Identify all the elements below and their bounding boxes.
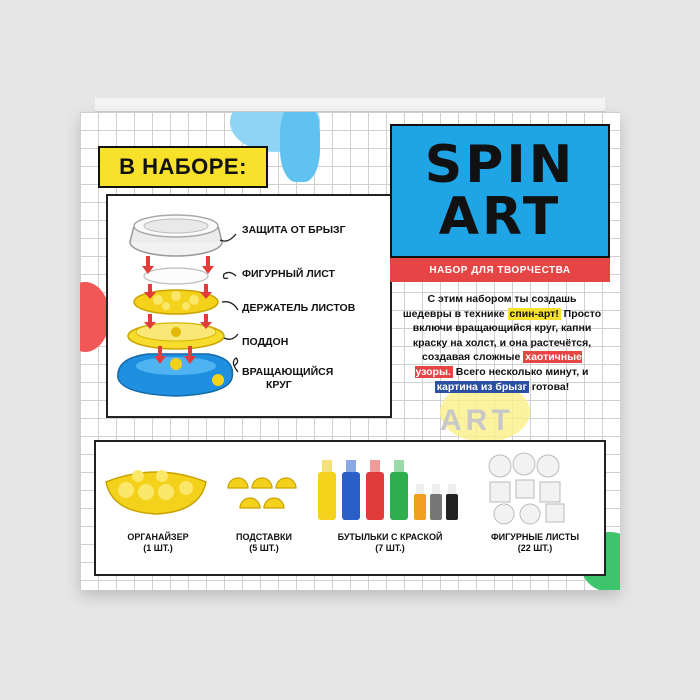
contents-diagram-card xyxy=(106,194,392,418)
part-label-splash-guard: ЗАЩИТА ОТ БРЫЗГ xyxy=(242,224,346,236)
paint-bottles-icon xyxy=(318,460,458,520)
desc-highlight-splash-picture: картина из брызг xyxy=(436,380,527,393)
brand-subtitle: НАБОР ДЛЯ ТВОРЧЕСТВА xyxy=(390,258,610,282)
faint-art-watermark: ART xyxy=(440,404,514,437)
contents-heading: В НАБОРЕ: xyxy=(98,146,268,188)
pointer-arrows xyxy=(220,234,238,372)
rotating-base-icon xyxy=(118,354,233,396)
desc-part1: С этим набором ты создашь шедевры в технике xyxy=(402,293,577,320)
items-card xyxy=(94,440,606,576)
part-label-tray: ПОДДОН xyxy=(242,336,289,348)
item-paint-bottles xyxy=(310,532,470,554)
box-top-edge xyxy=(95,98,605,112)
brand-title-line1: SPIN xyxy=(424,135,576,195)
item-shaped-sheets-qty: (22 ШТ.) xyxy=(517,543,553,553)
cyan-drip xyxy=(280,112,320,182)
item-shaped-sheets-name: ФИГУРНЫЕ ЛИСТЫ xyxy=(490,532,580,542)
shaped-sheet-icon xyxy=(144,268,208,284)
items-illustration xyxy=(96,442,604,530)
item-organizer-name: ОРГАНАЙЗЕР xyxy=(127,532,189,542)
part-label-shaped-sheet: ФИГУРНЫЙ ЛИСТ xyxy=(242,268,335,280)
item-stands-name: ПОДСТАВКИ xyxy=(236,532,292,542)
part-label-line1: ВРАЩАЮЩИЙСЯ xyxy=(242,366,334,378)
shaped-sheets-icon xyxy=(489,453,564,524)
part-label-line2: КРУГ xyxy=(266,379,292,391)
desc-part4: готова! xyxy=(528,380,570,393)
tray-icon xyxy=(128,323,224,349)
item-paint-bottles-qty: (7 ШТ.) xyxy=(375,543,405,553)
brand-title-line2: ART xyxy=(438,187,562,247)
part-label-rotating-circle xyxy=(242,366,333,392)
item-organizer-qty: (1 ШТ.) xyxy=(143,543,173,553)
product-description xyxy=(402,292,602,394)
desc-part2: Просто включи вращающийся круг, капни краску на холст, и она растечётся, создавая сложные xyxy=(412,307,602,364)
part-label-sheet-holder: ДЕРЖАТЕЛЬ ЛИСТОВ xyxy=(242,302,356,314)
brand-logo-panel xyxy=(390,124,610,258)
desc-highlight-spin-art: спин-арт! xyxy=(509,307,559,320)
desc-part3: Всего несколько минут, и xyxy=(452,365,589,378)
item-stands-qty: (5 ШТ.) xyxy=(249,543,279,553)
splash-guard-icon xyxy=(130,215,222,256)
item-stands xyxy=(214,532,314,554)
stands-icon xyxy=(228,478,296,508)
product-box xyxy=(80,112,620,590)
item-organizer xyxy=(108,532,208,554)
item-paint-bottles-name: БУТЫЛЬКИ С КРАСКОЙ xyxy=(337,532,443,542)
desc-highlight-chaotic: хаотичные узоры. xyxy=(415,351,582,378)
organizer-icon xyxy=(106,470,206,514)
item-shaped-sheets xyxy=(480,532,590,554)
